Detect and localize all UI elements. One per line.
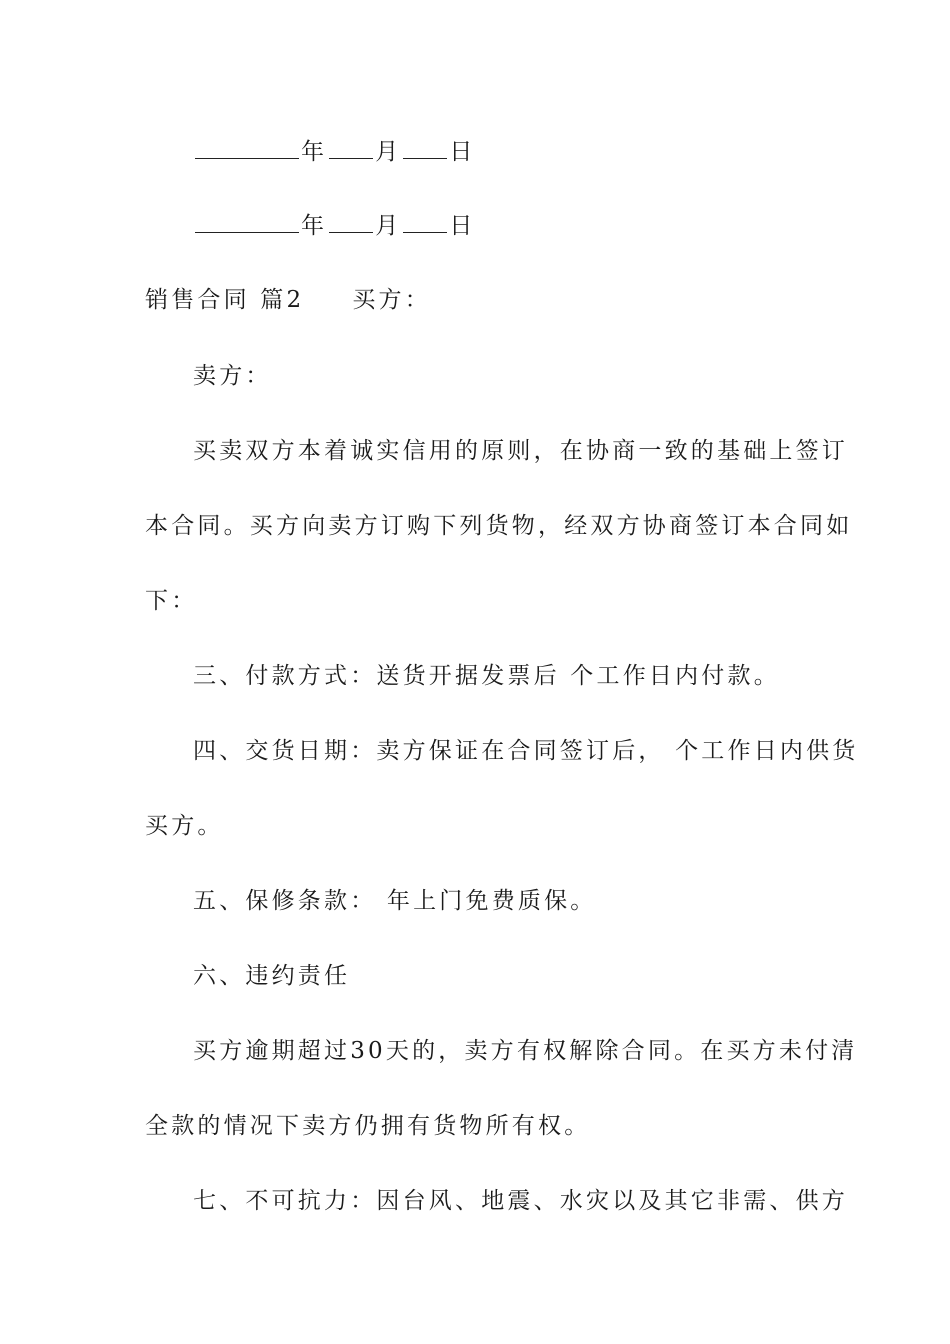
contract-title: 销售合同 篇2 [145, 287, 305, 313]
year-blank [195, 138, 299, 159]
year-label: 年 [301, 213, 328, 239]
intro-line-1: 买卖双方本着诚实信用的原则，在协商一致的基础上签订 [193, 438, 848, 464]
date-line-1 [193, 137, 476, 167]
intro-line-3: 下： [145, 588, 198, 614]
buyer-label: 买方： [352, 287, 431, 313]
breach-title: 六、违约责任 [193, 963, 351, 989]
year-blank [195, 212, 299, 233]
month-label: 月 [375, 139, 402, 165]
month-label: 月 [375, 213, 402, 239]
year-label: 年 [301, 139, 328, 165]
section-heading [145, 285, 431, 315]
warranty-clause: 五、保修条款： 年上门免费质保。 [193, 888, 597, 914]
force-majeure-clause: 七、不可抗力：因台风、地震、水灾以及其它非需、供方 [193, 1188, 848, 1214]
breach-line-2: 全款的情况下卖方仍拥有货物所有权。 [145, 1113, 591, 1139]
breach-line-1: 买方逾期超过30天的，卖方有权解除合同。在买方未付清 [193, 1038, 858, 1064]
seller-label: 卖方： [193, 363, 272, 389]
intro-line-2: 本合同。买方向卖方订购下列货物，经双方协商签订本合同如 [145, 513, 853, 539]
delivery-clause-line-1: 四、交货日期：卖方保证在合同签订后， 个工作日内供货 [193, 738, 859, 764]
day-label: 日 [449, 213, 476, 239]
day-blank [403, 212, 447, 233]
delivery-clause-line-2: 买方。 [145, 813, 224, 839]
month-blank [329, 138, 373, 159]
month-blank [329, 212, 373, 233]
date-line-2 [193, 211, 476, 241]
payment-clause: 三、付款方式：送货开据发票后 个工作日内付款。 [193, 663, 780, 689]
day-label: 日 [449, 139, 476, 165]
day-blank [403, 138, 447, 159]
